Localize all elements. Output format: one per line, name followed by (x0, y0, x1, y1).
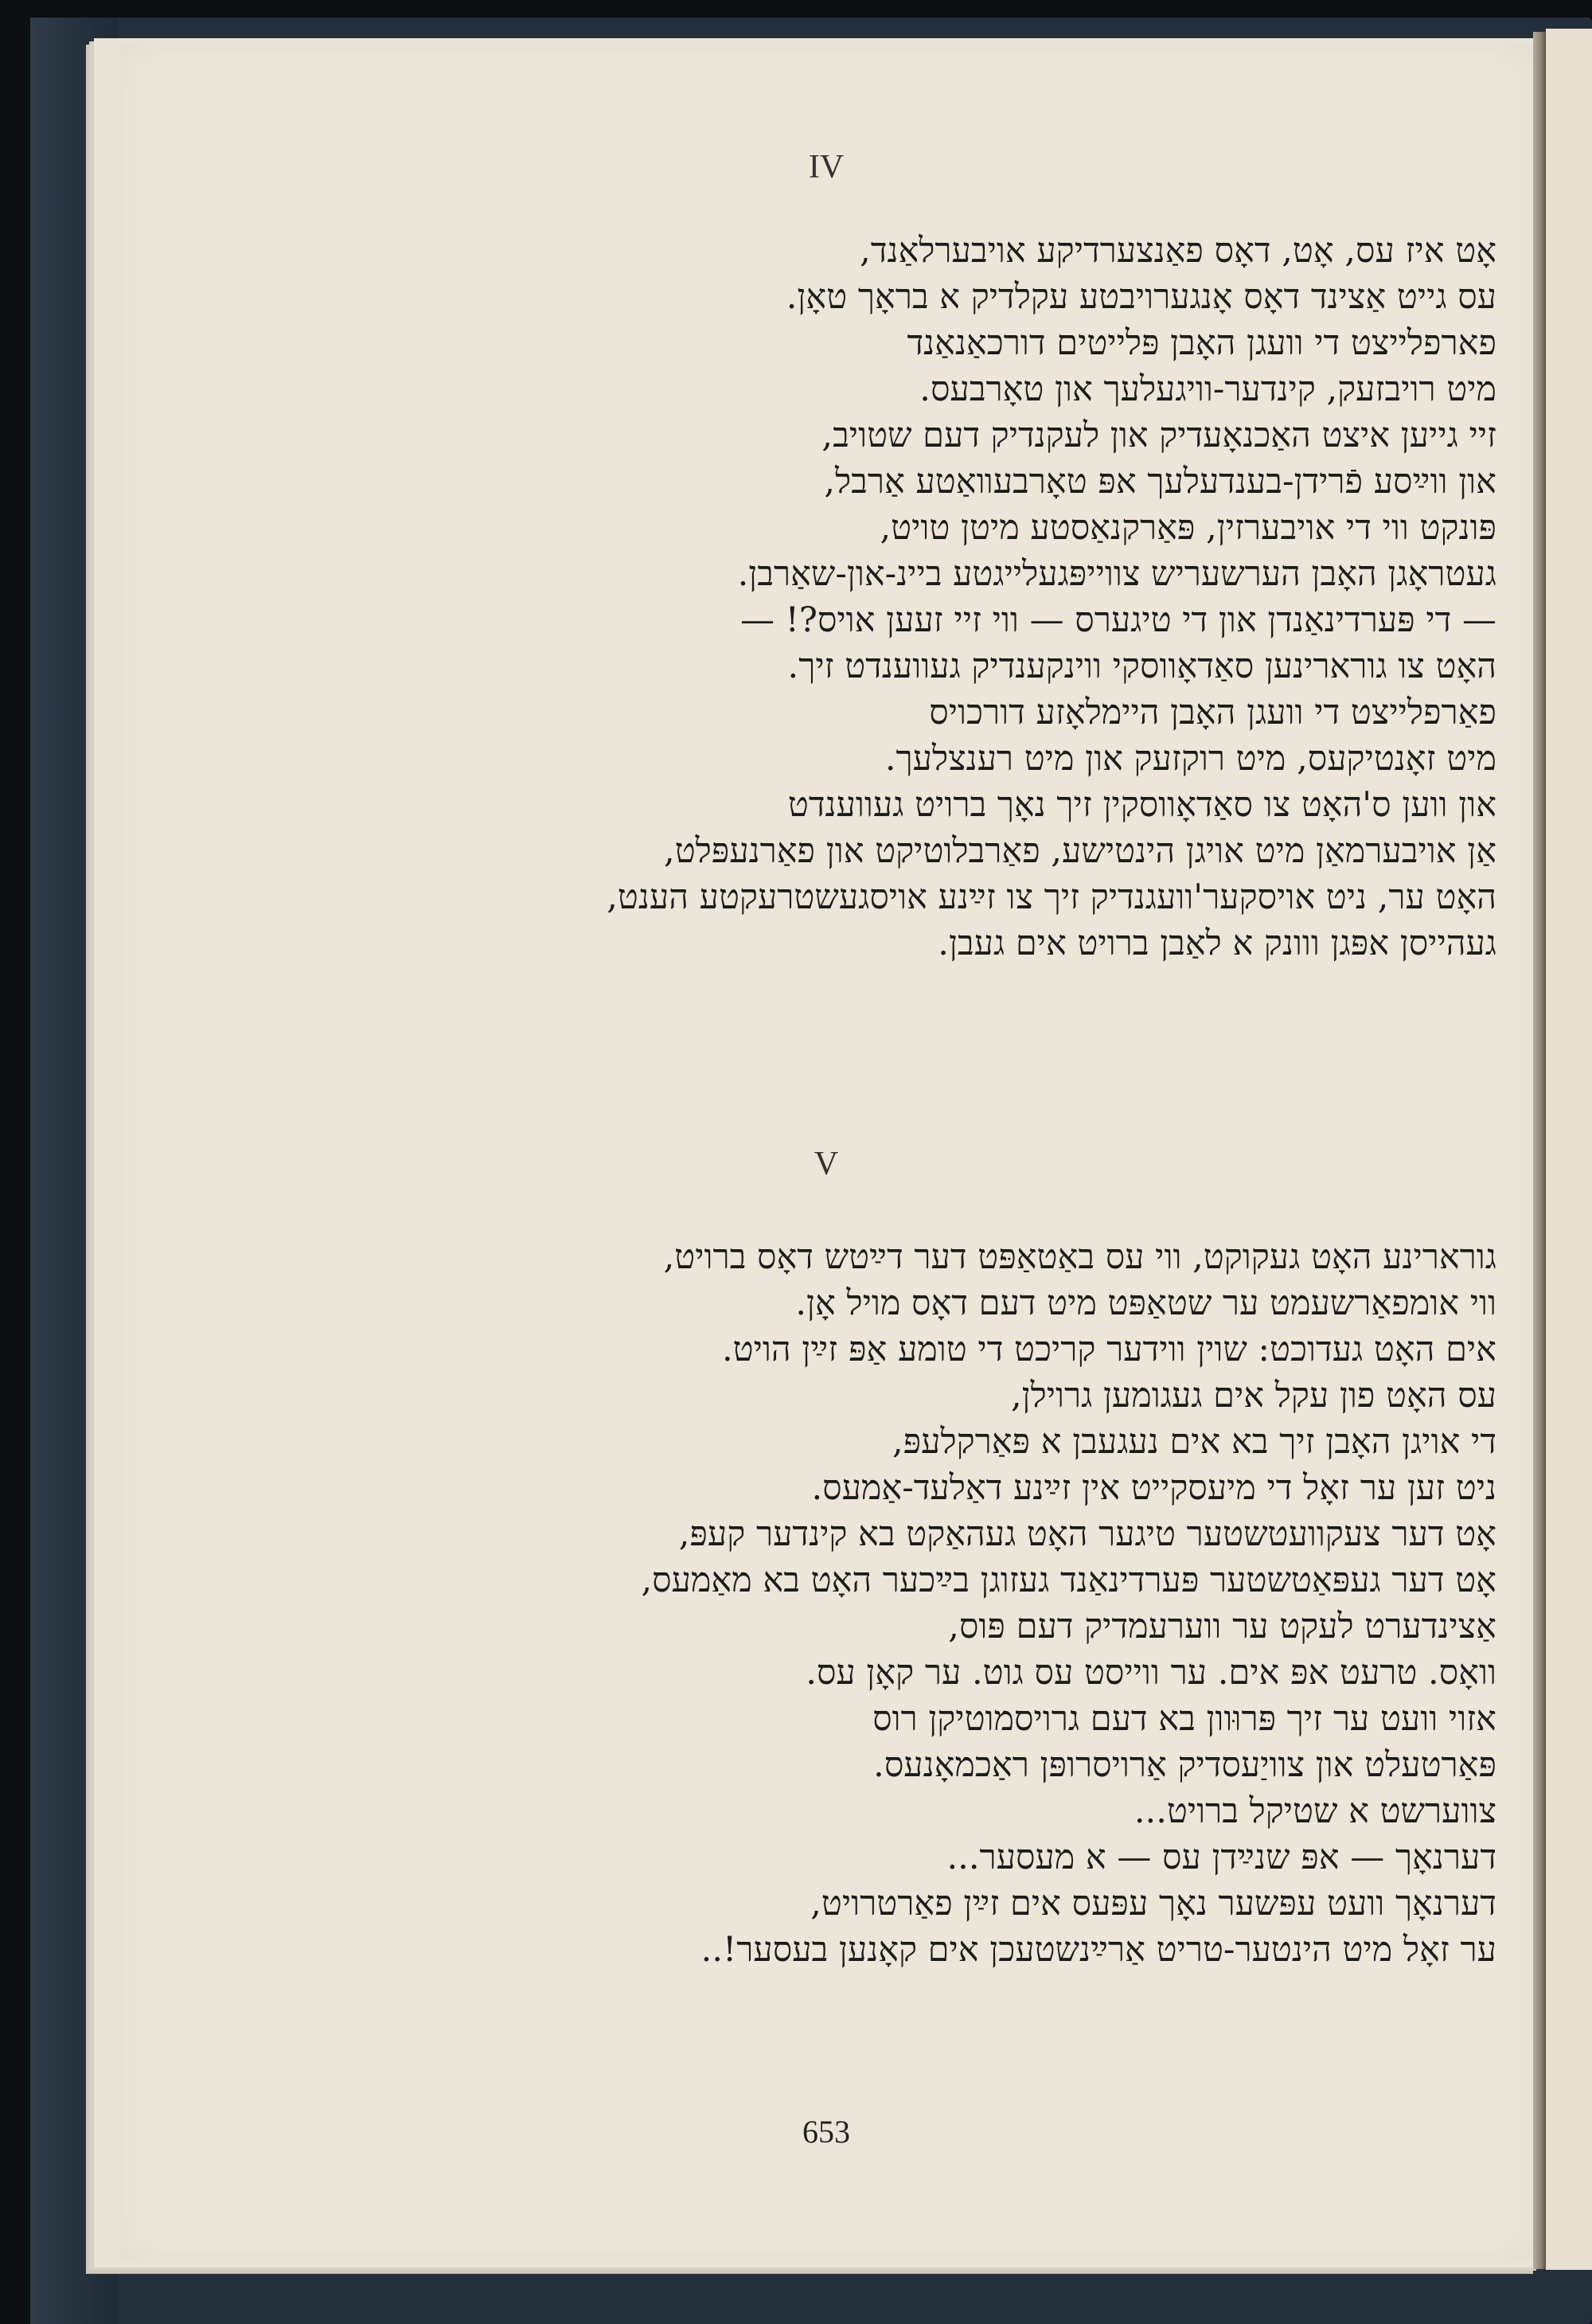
verse-line: פּאַרטעלט און צוויַעסדיק אַרויסרופּן ראַכמאָנעס. (873, 1745, 1496, 1785)
verse-line: פאַרפלייצט די וועגן האָבן היימלאָזע דורכויס (929, 693, 1496, 732)
verse-line: דערנאָך וועט עפּשער נאָך עפּעס אים זײַן פאַרטרויט, (810, 1884, 1496, 1924)
verse-line: געהייסן אפּגן ווונק א לאַבן ברויט אים געבן. (938, 924, 1496, 963)
facing-page-edge (1546, 29, 1592, 2270)
verse-line: גורארינע האָט געקוקט, ווי עס באַטאַפּט דער דײַטש דאָס ברויט, (663, 1237, 1496, 1277)
verse-line: דערנאָך — אפּ שנײַדן עס — א מעסער... (946, 1838, 1496, 1877)
verse-line: די אויגן האָבן זיך בא אים נעגעבן א פּאַרקלעפּ, (892, 1422, 1496, 1462)
verse-line: געטראָגן האָבן הערשעריש צווייפּגעלייגטע ביינ-און-שאַרבן. (737, 554, 1496, 594)
verse-line: צווערשט א שטיקל ברויט... (1134, 1791, 1496, 1831)
verse-line: האָט ער, ניט אויסקער'וועגנדיק זיך צו זײַנע אויסגעשטרעקטע הענט, (607, 877, 1496, 917)
verse-line: אָט איז עס, אָט, דאָס פאַנצערדיקע אויבערלאַנד, (860, 231, 1496, 271)
verse-line: ווי אומפאַרשעמט ער שטאַפּט מיט דעם דאָס מויל אָן. (795, 1283, 1496, 1323)
section-iv-text (255, 228, 1496, 967)
verse-line: עס גייט אַצינד דאָס אָנגערויבטע עקלדיק א בראָך טאָן. (786, 277, 1496, 317)
verse-line: אָט דער געפּאַטשטער פּערדינאַנד געזוגן בײַכער האָט בא מאַמעס, (641, 1560, 1496, 1600)
verse-line: זיי גייען איצט האַכנאָעדיק און לעקנדיק דעם שטויב, (821, 416, 1496, 455)
verse-line: ער זאָל מיט הינטער-טריט אַרײַנשטעכן אים קאָנען בעסער!.. (700, 1930, 1496, 1970)
verse-line: אָט דער צעקוועטשטער טיגער האָט געהאַקט בא קינדער קעפּ, (678, 1514, 1496, 1554)
verse-line: אים האָט געדוכט: שוין ווידער קריכט די טומע אַפּ זײַן הויט. (721, 1330, 1496, 1369)
verse-line: וואָס. טרעט אפּ אים. ער ווייסט עס גוט. ער קאָן עס. (806, 1653, 1496, 1693)
book-gutter (1533, 32, 1546, 2269)
verse-line: אַן אויבערמאַן מיט אויגן הינטישע, פאַרבלוטיקט און פאַרנעפּלט, (664, 831, 1496, 871)
section-numeral-iv: IV (808, 149, 845, 186)
verse-line: ניט זען ער זאָל די מיעסקייט אין זײַנע דאַלעד-אַמעס. (811, 1468, 1496, 1508)
section-v-text (255, 1234, 1496, 1973)
verse-line: מיט רויבזעק, קינדער-וויגעלעך און טאָרבעס. (919, 369, 1496, 409)
verse-line: און ווײַסע פֿרידן-בענדעלעך אפּ טאָרבעװאַטע אַרבל, (824, 462, 1496, 502)
verse-line: אזוי וועט ער זיך פּרוּוון בא דעם גרויסמוטיקן רוס (872, 1699, 1496, 1739)
verse-line: האָט צו גורארינען סאַדאָווסקי ווינקענדיק געווענדט זיך. (787, 646, 1496, 686)
page-number: 653 (802, 2114, 850, 2150)
verse-line: אַצינדערט לעקט ער ווערעמדיק דעם פּוס, (948, 1607, 1496, 1646)
verse-line: און ווען ס'האָט צו סאַדאָווסקין זיך נאָך ברויט געווענדט (787, 785, 1496, 825)
verse-line: — די פּערדינאַנדן און די טיגערס — ווי זיי זעען אויס?! — (739, 600, 1496, 640)
verse-line: פארפלייצט די וועגן האָבן פּלייטים דורכאַנאַנד (907, 323, 1496, 363)
verse-line: פּונקט ווי די אויבערזין, פּאַרקנאַסטע מיטן טויט, (880, 508, 1496, 548)
verse-line: עס האָט פון עקל אים געגומען גרוילן, (1010, 1376, 1496, 1416)
section-numeral-v: V (814, 1146, 839, 1182)
verse-line: מיט זאָנטיקעס, מיט רוקזעק און מיט רענצלעך. (884, 739, 1496, 779)
